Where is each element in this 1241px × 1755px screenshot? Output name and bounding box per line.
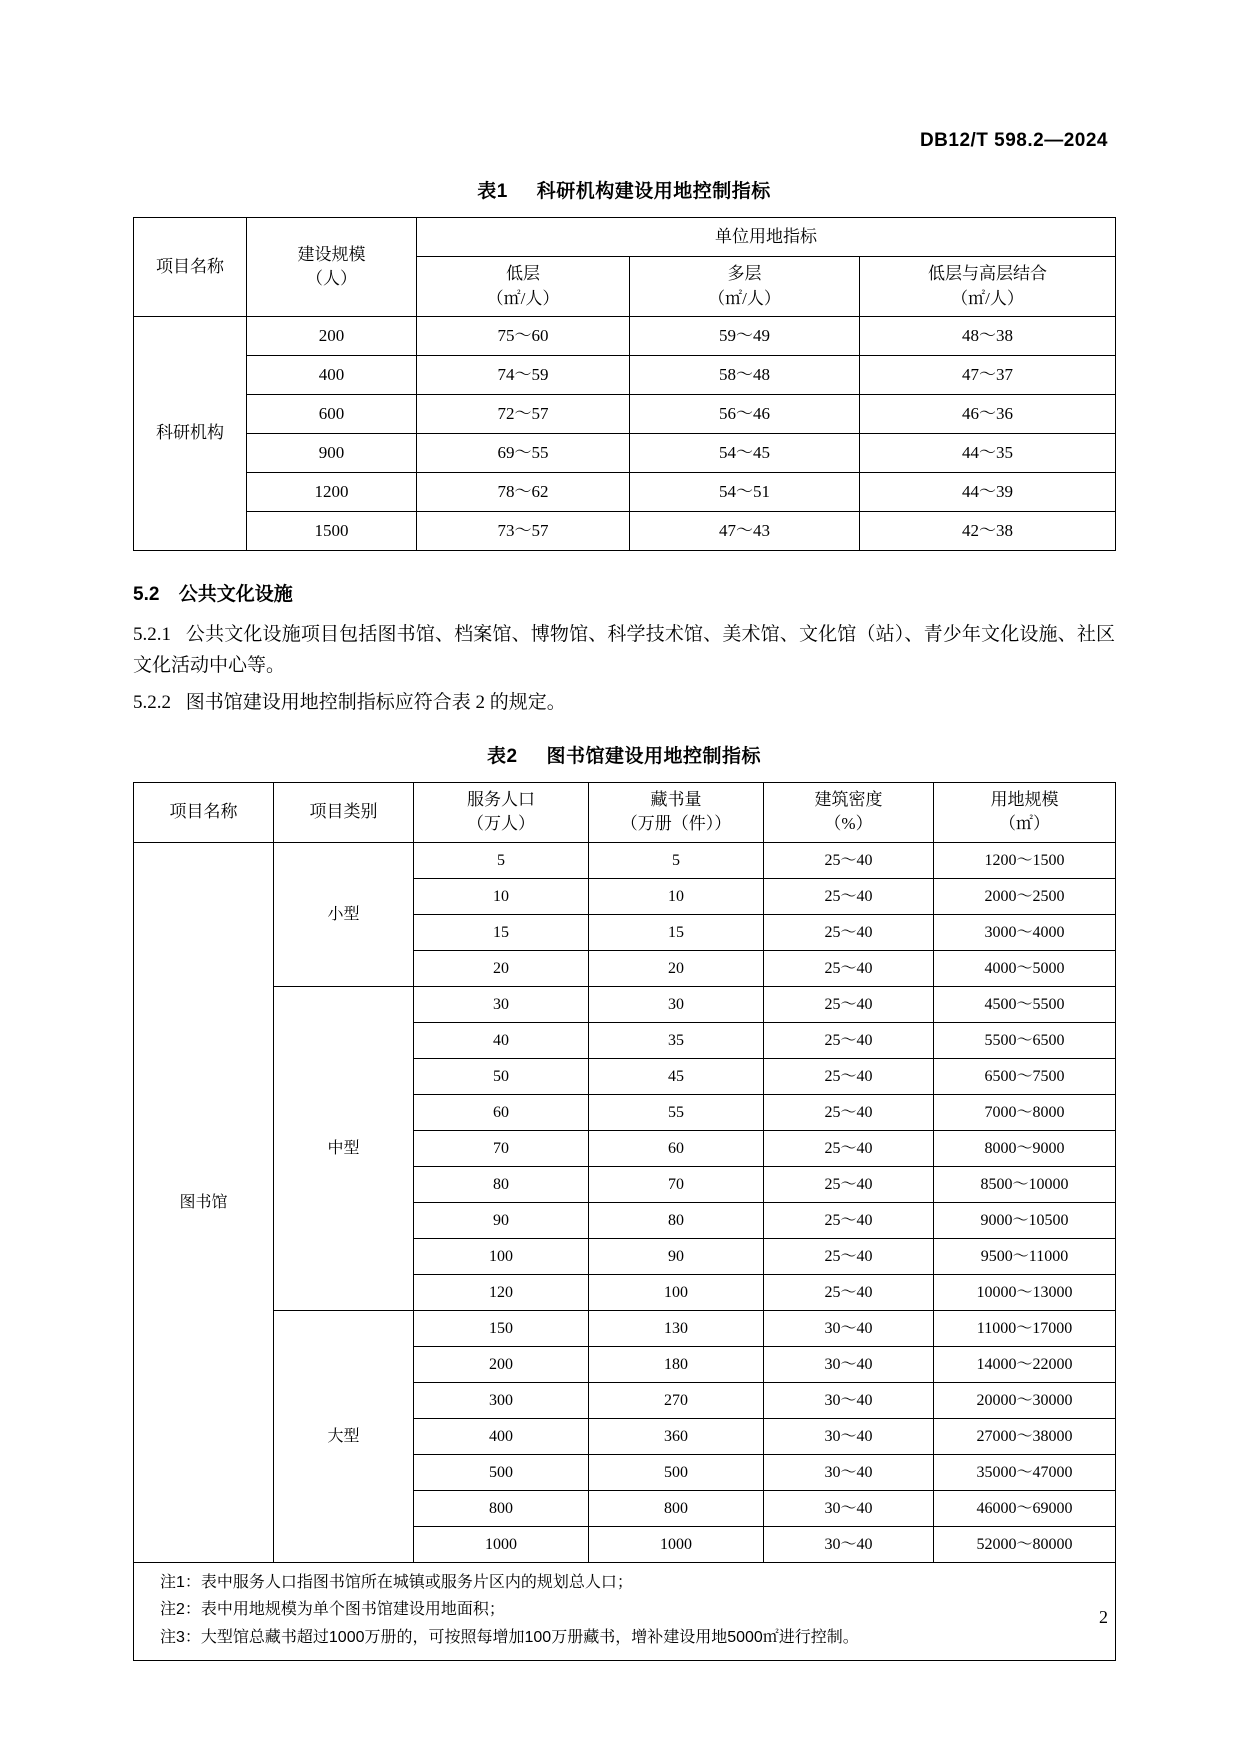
table2-cell-collection: 90: [589, 1238, 764, 1274]
table2-cell-density: 30～40: [764, 1346, 934, 1382]
table1-cell-multi: 47～43: [630, 512, 860, 551]
table2-group-type-medium: 中型: [274, 986, 414, 1310]
table1-cell-mixed: 42～38: [860, 512, 1116, 551]
table1-cell-mixed: 44～35: [860, 434, 1116, 473]
paragraph-number: 5.2.2: [133, 691, 171, 713]
table1-cell-multi: 58～48: [630, 356, 860, 395]
table2-cell-population: 800: [414, 1490, 589, 1526]
table-row: [134, 356, 1116, 395]
table2-header-population-line1: 服务人口: [467, 789, 535, 809]
table1-cell-scale: 1200: [247, 473, 417, 512]
table2-cell-land: 35000～47000: [934, 1454, 1116, 1490]
table1-cell-low: 72～57: [417, 395, 630, 434]
table1-header-low: [417, 257, 630, 317]
table2-cell-population: 90: [414, 1202, 589, 1238]
table2-cell-density: 30～40: [764, 1490, 934, 1526]
table2-cell-population: 300: [414, 1382, 589, 1418]
table2-cell-density: 25～40: [764, 1202, 934, 1238]
table1-header-low-line2: （㎡/人）: [486, 288, 560, 308]
table2-cell-land: 52000～80000: [934, 1526, 1116, 1562]
table2-note-3: 注3：大型馆总藏书超过1000万册的，可按照每增加100万册藏书，增补建设用地5000㎡进行控制。: [160, 1629, 859, 1647]
table1-cell-scale: 600: [247, 395, 417, 434]
table1-header-mixed-line2: （㎡/人）: [951, 288, 1024, 308]
table2-cell-land: 8500～10000: [934, 1166, 1116, 1202]
table2-cell-density: 25～40: [764, 1238, 934, 1274]
table2-cell-collection: 70: [589, 1166, 764, 1202]
table2-cell-collection: 130: [589, 1310, 764, 1346]
table2-cell-collection: 800: [589, 1490, 764, 1526]
table-row: [134, 473, 1116, 512]
table2-header-landscale: [934, 782, 1116, 842]
section-heading-5-2: [133, 579, 1115, 606]
table2-cell-density: 30～40: [764, 1526, 934, 1562]
table2-cell-land: 14000～22000: [934, 1346, 1116, 1382]
table2-cell-land: 8000～9000: [934, 1130, 1116, 1166]
table1-cell-multi: 56～46: [630, 395, 860, 434]
table2-cell-collection: 35: [589, 1022, 764, 1058]
table2-cell-land: 9000～10500: [934, 1202, 1116, 1238]
table2-cell-collection: 15: [589, 914, 764, 950]
table2-cell-population: 100: [414, 1238, 589, 1274]
table2-cell-population: 10: [414, 878, 589, 914]
table2-cell-population: 70: [414, 1130, 589, 1166]
table2-caption-label: 表2: [487, 745, 518, 767]
table2-cell-land: 27000～38000: [934, 1418, 1116, 1454]
table2-header-population: [414, 782, 589, 842]
table-row: [134, 512, 1116, 551]
table2-cell-collection: 55: [589, 1094, 764, 1130]
paragraph-5-2-2: [133, 688, 1115, 719]
table2-header-landscale-line1: 用地规模: [990, 789, 1059, 809]
table1-header-low-line1: 低层: [506, 264, 540, 283]
table2-cell-density: 30～40: [764, 1310, 934, 1346]
table2-cell-density: 25～40: [764, 878, 934, 914]
table2-cell-collection: 5: [589, 842, 764, 878]
table2-cell-land: 4000～5000: [934, 950, 1116, 986]
table2-group-type-small: 小型: [274, 842, 414, 986]
table1-cell-low: 78～62: [417, 473, 630, 512]
table2-cell-density: 25～40: [764, 1022, 934, 1058]
table2-cell-density: 25～40: [764, 986, 934, 1022]
paragraph-number: 5.2.1: [133, 624, 171, 646]
paragraph-text: 公共文化设施项目包括图书馆、档案馆、博物馆、科学技术馆、美术馆、文化馆（站）、青少年文化设施、社区文化活动中心等。: [133, 624, 1116, 677]
table2-cell-population: 5: [414, 842, 589, 878]
table1-header-mixed-line1: 低层与高层结合: [928, 264, 1048, 283]
table2-cell-density: 25～40: [764, 842, 934, 878]
table2-cell-land: 3000～4000: [934, 914, 1116, 950]
table1-research-institution-land-index: [133, 217, 1116, 551]
table1-header-scale-line2: （人）: [306, 269, 357, 289]
table1-cell-mixed: 46～36: [860, 395, 1116, 434]
table2-row-label: 图书馆: [134, 842, 274, 1562]
table-row: [134, 395, 1116, 434]
table1-caption: [133, 176, 1115, 203]
table1-header-multi: [630, 257, 860, 317]
table2-cell-density: 25～40: [764, 1130, 934, 1166]
table1-header-row-1: [134, 218, 1116, 257]
page-number: 2: [1099, 1607, 1108, 1627]
page-content: [133, 176, 1115, 1661]
table2-header-population-line2: （万人）: [467, 814, 535, 834]
paragraph-5-2-1: [133, 620, 1115, 682]
table2-cell-land: 4500～5500: [934, 986, 1116, 1022]
table2-cell-density: 25～40: [764, 950, 934, 986]
table1-header-scale: [247, 218, 417, 317]
table2-cell-land: 46000～69000: [934, 1490, 1116, 1526]
table2-header-row: [134, 782, 1116, 842]
table2-cell-land: 9500～11000: [934, 1238, 1116, 1274]
table2-cell-density: 30～40: [764, 1454, 934, 1490]
table1-cell-mixed: 48～38: [860, 317, 1116, 356]
table2-cell-collection: 10: [589, 878, 764, 914]
table2-cell-collection: 360: [589, 1418, 764, 1454]
table-row: [134, 986, 1116, 1022]
table-row: [134, 434, 1116, 473]
table2-cell-land: 20000～30000: [934, 1382, 1116, 1418]
table2-header-collection-line2: （万册（件））: [620, 814, 732, 834]
table1-header-project-name: 项目名称: [134, 218, 247, 317]
table2-cell-collection: 80: [589, 1202, 764, 1238]
table2-cell-collection: 60: [589, 1130, 764, 1166]
table-row: [134, 317, 1116, 356]
table1-cell-scale: 1500: [247, 512, 417, 551]
table2-note-2: 注2：表中用地规模为单个图书馆建设用地面积；: [160, 1601, 505, 1619]
table2-cell-collection: 270: [589, 1382, 764, 1418]
table2-cell-density: 25～40: [764, 1094, 934, 1130]
table1-cell-mixed: 47～37: [860, 356, 1116, 395]
table1-header-scale-line1: 建设规模: [297, 244, 366, 264]
table2-header-collection-line1: 藏书量: [650, 789, 702, 809]
table2-cell-population: 60: [414, 1094, 589, 1130]
table1-cell-multi: 54～51: [630, 473, 860, 512]
table2-cell-density: 25～40: [764, 1166, 934, 1202]
table2-header-project-name: 项目名称: [134, 782, 274, 842]
table2-group-type-large: 大型: [274, 1310, 414, 1562]
table1-row-label: 科研机构: [134, 317, 247, 551]
table2-cell-collection: 45: [589, 1058, 764, 1094]
table2-header-collection: [589, 782, 764, 842]
table2-cell-population: 40: [414, 1022, 589, 1058]
table2-cell-density: 30～40: [764, 1418, 934, 1454]
table2-cell-land: 7000～8000: [934, 1094, 1116, 1130]
standard-code-header: DB12/T 598.2—2024: [919, 130, 1108, 151]
table2-notes-cell: [134, 1562, 1116, 1660]
table2-library-land-index: [133, 782, 1116, 1661]
table1-cell-low: 73～57: [417, 512, 630, 551]
table2-header-landscale-line2: （㎡）: [999, 814, 1050, 834]
table-row: [134, 1310, 1116, 1346]
table2-cell-land: 11000～17000: [934, 1310, 1116, 1346]
table2-header-density: [764, 782, 934, 842]
table2-header-density-line1: 建筑密度: [814, 789, 883, 809]
table2-cell-population: 500: [414, 1454, 589, 1490]
section-title: 公共文化设施: [178, 584, 293, 606]
table2-cell-land: 2000～2500: [934, 878, 1116, 914]
table1-cell-scale: 900: [247, 434, 417, 473]
table1-cell-multi: 54～45: [630, 434, 860, 473]
table1-header-unit-index: 单位用地指标: [417, 218, 1116, 257]
table1-cell-scale: 200: [247, 317, 417, 356]
table2-notes-row: [134, 1562, 1116, 1660]
table2-caption: [133, 741, 1115, 768]
table2-cell-population: 400: [414, 1418, 589, 1454]
table1-cell-scale: 400: [247, 356, 417, 395]
table1-caption-label: 表1: [477, 181, 508, 202]
table1-cell-mixed: 44～39: [860, 473, 1116, 512]
table2-cell-population: 200: [414, 1346, 589, 1382]
section-number: 5.2: [133, 584, 160, 606]
table2-cell-density: 25～40: [764, 1274, 934, 1310]
table2-cell-population: 120: [414, 1274, 589, 1310]
table2-cell-collection: 30: [589, 986, 764, 1022]
table2-cell-land: 5500～6500: [934, 1022, 1116, 1058]
table1-cell-multi: 59～49: [630, 317, 860, 356]
table2-cell-collection: 20: [589, 950, 764, 986]
table2-cell-collection: 1000: [589, 1526, 764, 1562]
table2-caption-title: 图书馆建设用地控制指标: [546, 745, 761, 767]
table1-header-mixed: [860, 257, 1116, 317]
table1-caption-title: 科研机构建设用地控制指标: [536, 181, 771, 202]
table1-cell-low: 74～59: [417, 356, 630, 395]
table2-cell-land: 6500～7500: [934, 1058, 1116, 1094]
table2-cell-density: 25～40: [764, 914, 934, 950]
table2-cell-population: 150: [414, 1310, 589, 1346]
table2-note-1: 注1：表中服务人口指图书馆所在城镇或服务片区内的规划总人口；: [160, 1573, 633, 1591]
table2-header-project-type: 项目类别: [274, 782, 414, 842]
table2-cell-population: 30: [414, 986, 589, 1022]
table2-cell-collection: 180: [589, 1346, 764, 1382]
table2-cell-population: 1000: [414, 1526, 589, 1562]
table2-header-density-line2: （%）: [824, 814, 873, 834]
table-row: [134, 842, 1116, 878]
table1-header-multi-line2: （㎡/人）: [708, 288, 781, 308]
table2-cell-density: 25～40: [764, 1058, 934, 1094]
table1-header-multi-line1: 多层: [727, 264, 762, 283]
table1-cell-low: 75～60: [417, 317, 630, 356]
table2-cell-land: 1200～1500: [934, 842, 1116, 878]
table2-cell-collection: 500: [589, 1454, 764, 1490]
table2-cell-population: 50: [414, 1058, 589, 1094]
table2-cell-density: 30～40: [764, 1382, 934, 1418]
table2-cell-land: 10000～13000: [934, 1274, 1116, 1310]
paragraph-text: 图书馆建设用地控制指标应符合表 2 的规定。: [185, 691, 566, 713]
table2-cell-population: 15: [414, 914, 589, 950]
table1-cell-low: 69～55: [417, 434, 630, 473]
table2-cell-population: 80: [414, 1166, 589, 1202]
table2-cell-population: 20: [414, 950, 589, 986]
table2-cell-collection: 100: [589, 1274, 764, 1310]
